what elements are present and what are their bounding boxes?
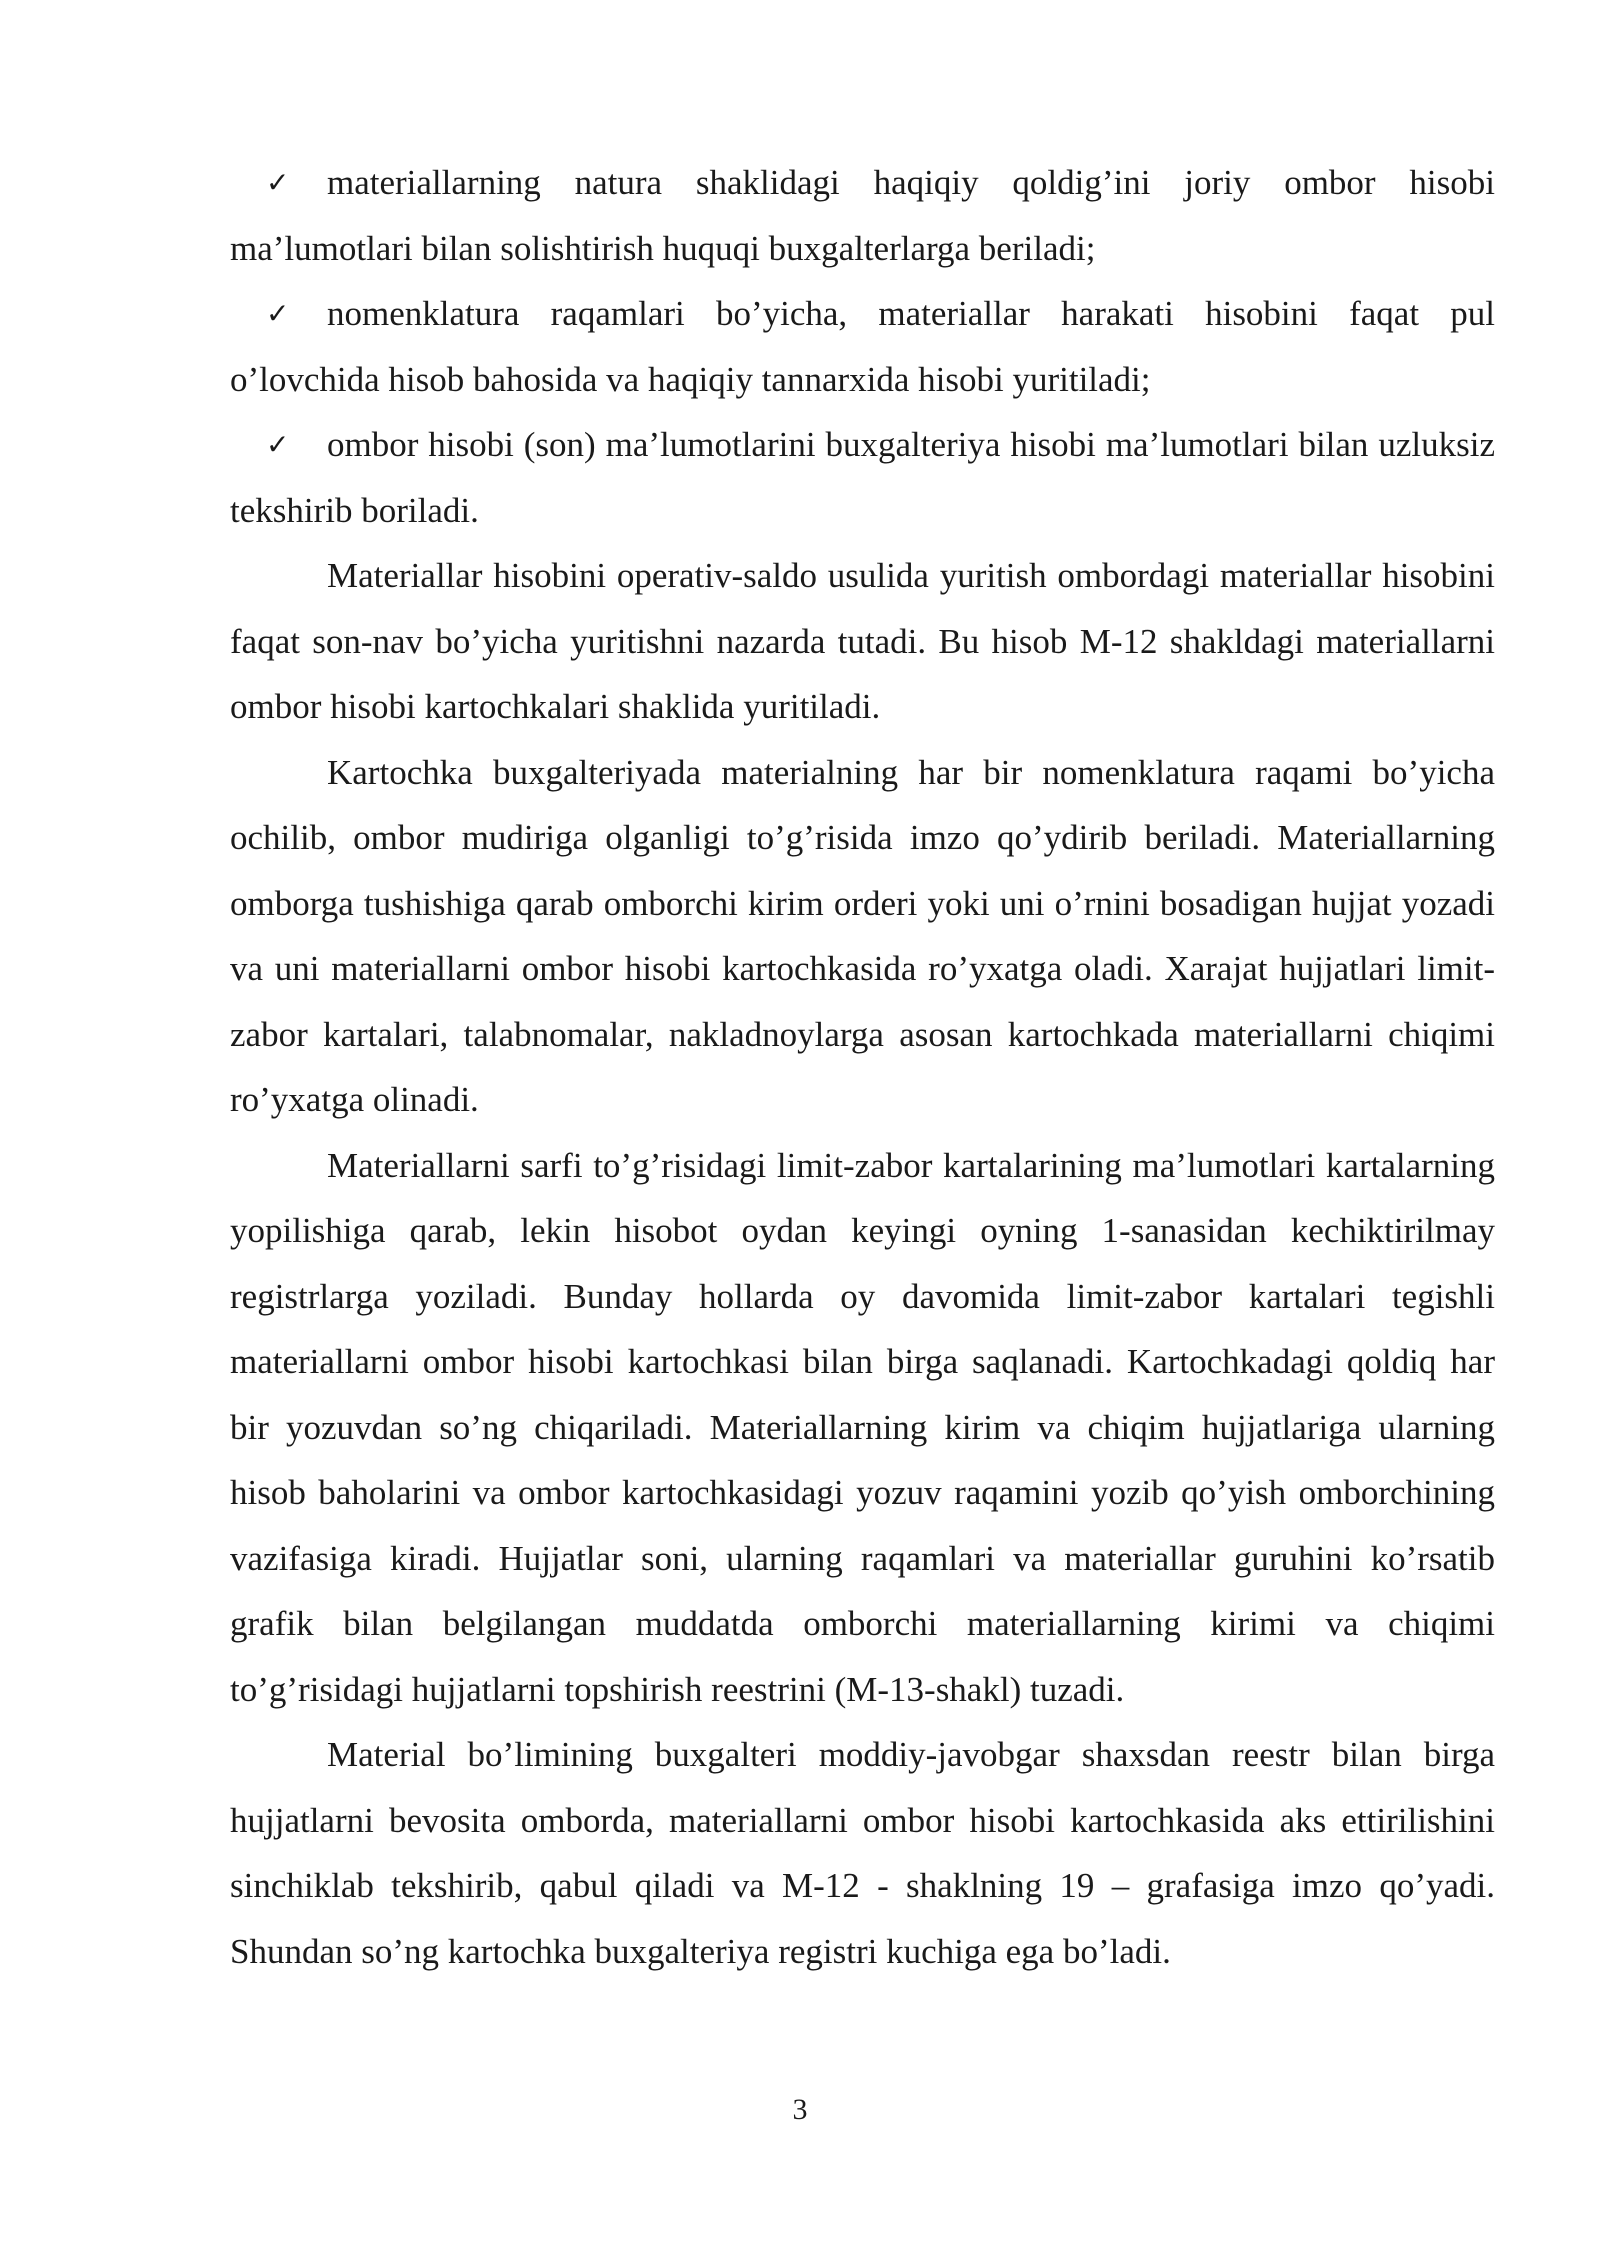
body-paragraph: Materiallarni sarfi to’g’risidagi limit-zabor kartalarining ma’lumotlari kartalarning yopilishiga qarab, lekin hisobot oydan keyingi oyning 1-sanasidan kechiktirilmay registrlarga yoziladi. Bunday hollarda oy davomida limit-zabor kartalari tegishli materiallarni ombor hisobi kartochkasi bilan birga saqlanadi. Kartochkadagi qoldiq har bir yozuvdan so’ng chiqariladi. Materiallarning kirim va chiqim hujjatlariga ularning hisob baholarini va ombor kartochkasidagi yozuv raqamini yozib qo’yish omborchining vazifasiga kiradi. Hujjatlar soni, ularning raqamlari va materiallar guruhini ko’rsatib grafik bilan belgilangan muddatda omborchi materiallarning kirimi va chiqimi to’g’risidagi hujjatlarni topshirish reestrini (M-13-shakl) tuzadi.: [230, 1145, 1495, 1709]
page-number: 3: [792, 2093, 808, 2126]
checkmark-icon: ✓: [266, 428, 290, 461]
bullet-item: [230, 150, 1495, 281]
body-paragraph: Kartochka buxgalteriyada materialning har bir nomenklatura raqami bo’yicha ochilib, ombor mudiriga olganligi to’g’risida imzo qo’ydirib beriladi. Materiallarning omborga tushishiga qarab omborchi kirim orderi yoki uni o’rnini bosadigan hujjat yozadi va uni materiallarni ombor hisobi kartochkasida ro’yxatga oladi. Xarajat hujjatlari limit-zabor kartalari, talabnomalar, nakladnoylarga asosan kartochkada materiallarni chiqimi ro’yxatga olinadi.: [230, 752, 1495, 1119]
body-paragraph: Materiallar hisobini operativ-saldo usulida yuritish ombordagi materiallar hisobini faqat son-nav bo’yicha yuritishni nazarda tutadi. Bu hisob M-12 shakldagi materiallarni ombor hisobi kartochkalari shaklida yuritiladi.: [230, 556, 1495, 726]
bullet-item: [230, 412, 1495, 543]
checkmark-icon: ✓: [266, 297, 290, 330]
document-page: [230, 150, 1495, 1984]
bullet-text: materiallarning natura shaklidagi haqiqiy qoldig’ini joriy ombor hisobi ma’lumotlari bilan solishtirish huquqi buxgalterlarga beriladi;: [230, 163, 1495, 268]
bullet-text: ombor hisobi (son) ma’lumotlarini buxgalteriya hisobi ma’lumotlari bilan uzluksiz tekshirib boriladi.: [230, 425, 1495, 530]
checkmark-icon: ✓: [266, 166, 290, 199]
bullet-text: nomenklatura raqamlari bo’yicha, materiallar harakati hisobini faqat pul o’lovchida hisob bahosida va haqiqiy tannarxida hisobi yuritiladi;: [230, 294, 1495, 399]
body-paragraph: Material bo’limining buxgalteri moddiy-javobgar shaxsdan reestr bilan birga hujjatlarni bevosita omborda, materiallarni ombor hisobi kartochkasida aks ettirilishini sinchiklab tekshirib, qabul qiladi va M-12 - shaklning 19 – grafasiga imzo qo’yadi. Shundan so’ng kartochka buxgalteriya registri kuchiga ega bo’ladi.: [230, 1735, 1495, 1971]
bullet-item: [230, 281, 1495, 412]
